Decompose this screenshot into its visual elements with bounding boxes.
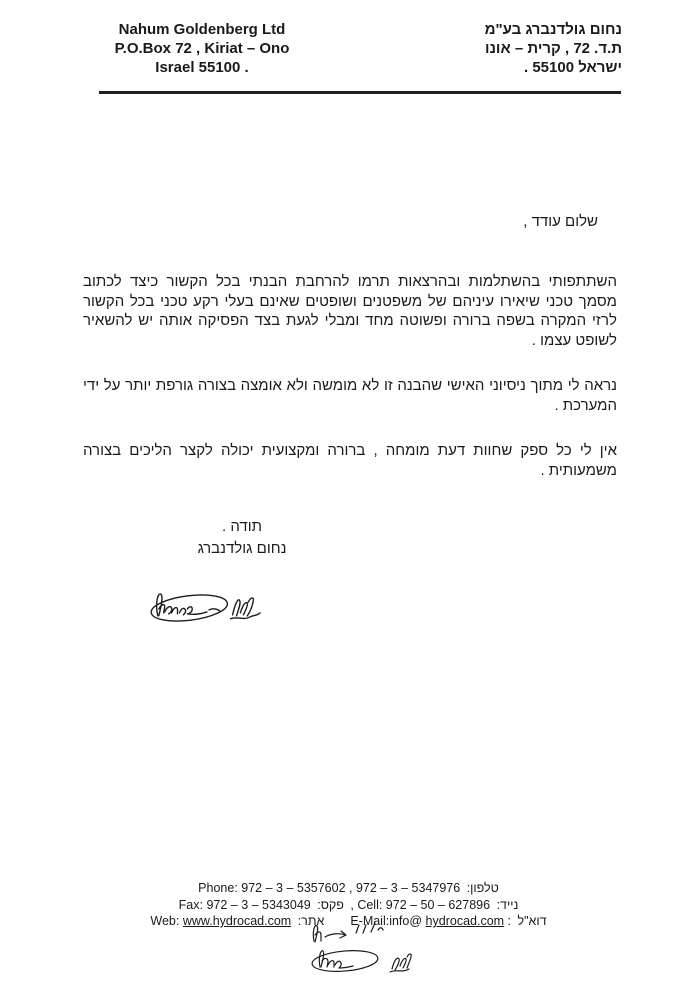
paragraph-line: לשופט עצמו . [531, 331, 617, 349]
footer-fax-cell-line [0, 897, 700, 914]
paragraph-line: המערכת . [554, 396, 617, 414]
cell-number: , Cell: 972 – 50 – 627896 [350, 897, 491, 912]
cell-label-he: נייד: [496, 897, 519, 912]
paragraph-line: נראה לי מתוך ניסיוני האישי שהבנה זו לא מומשה ולא אומצה בצורה גורפת יותר על ידי [83, 377, 617, 394]
closing-block [190, 516, 294, 560]
signature-image [148, 582, 266, 632]
company-country-en: Israel 55100 . [155, 59, 249, 76]
greeting: שלום עודד , [523, 213, 598, 230]
paragraph-line: מסמך טכני שיאירו עיניהם של משפטנים ושופטים שאינם בעלי רקע טכני בכל הקשור [83, 292, 617, 310]
letterhead-hebrew [392, 20, 622, 77]
paragraph-line: משמעותית . [540, 461, 617, 479]
company-name-en: Nahum Goldenberg Ltd [118, 21, 286, 38]
paragraph-1 [83, 272, 617, 350]
letterhead-english [92, 20, 312, 77]
email-separator: : [507, 914, 515, 928]
company-country-he: ישראל 55100 . [524, 59, 622, 76]
closing-thanks: תודה . [222, 518, 262, 535]
phone-label-he: טלפון: [466, 881, 499, 895]
closing-name: נחום גולדנברג [197, 540, 287, 557]
web-label: Web: [150, 914, 180, 928]
letterhead-divider [99, 91, 621, 94]
phone-numbers: Phone: 972 – 3 – 5357602 , 972 – 3 – 5347976 [198, 881, 461, 895]
paragraph-line: לרזי המקרה בשפה ברורה ופשוטה מחד ומבלי לגעת בצד הפסיקה אותה יש להשאיר [83, 312, 617, 329]
company-address-en: P.O.Box 72 , Kiriat – Ono [114, 40, 290, 57]
paragraph-line: השתתפותי בהשתלמות ובהרצאות תרמו להרחבת הבנתי בכל הקשור כיצד לכתוב [83, 273, 617, 290]
footer-phone-line [0, 880, 700, 897]
web-label-he: אתר: [297, 914, 325, 928]
footer-contact [0, 880, 700, 930]
company-address-he: ת.ד. 72 , קרית – אונו [484, 40, 622, 57]
fax-label-he: פקס: [317, 897, 344, 912]
letter-body [83, 272, 617, 506]
paragraph-3 [83, 441, 617, 480]
email-address-prefix: E-Mail:info@ [350, 914, 423, 928]
website-url: www.hydrocad.com [182, 914, 292, 928]
paragraph-2 [83, 376, 617, 415]
email-domain: hydrocad.com [425, 914, 505, 928]
fax-number: Fax: 972 – 3 – 5343049 [178, 897, 311, 912]
company-name-he: נחום גולדנברג בע"מ [484, 21, 622, 38]
footer-web-email-line [0, 913, 700, 930]
paragraph-line: אין לי כל ספק שחוות דעת מומחה , ברורה ומקצועית יכולה לקצר הליכים בצורה [83, 442, 617, 459]
email-label-he: דוא"ל [517, 914, 547, 928]
